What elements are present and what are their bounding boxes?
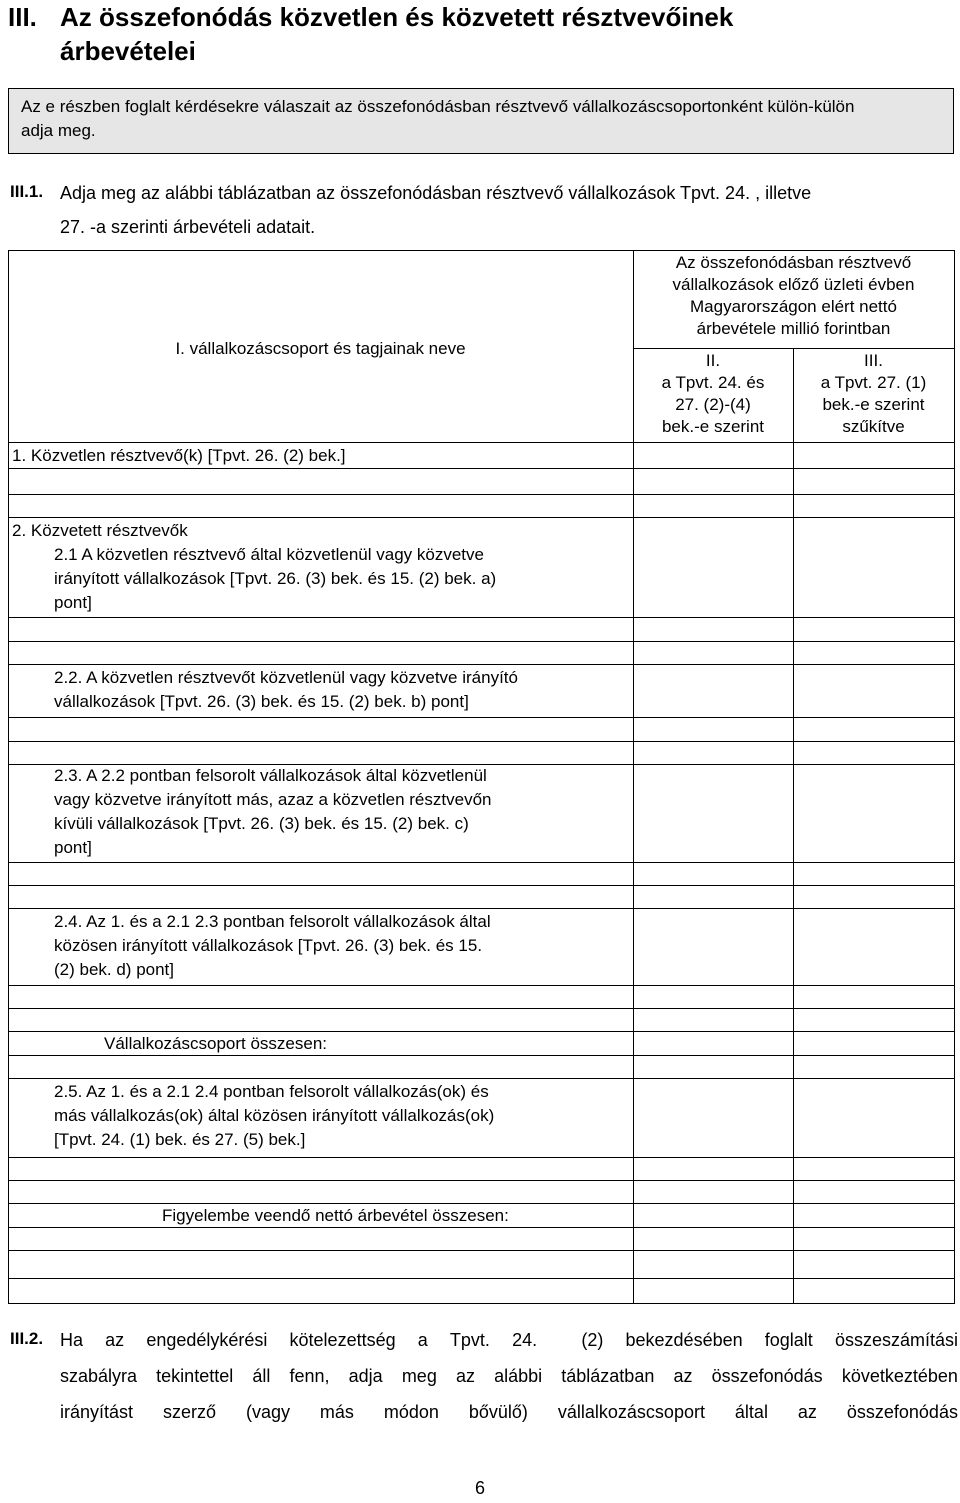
row-2-3-line: 2.3. A 2.2 pontban felsorolt vállalkozások által közvetlenül [54,766,487,785]
q2-word: módon [383,1402,439,1422]
q2-word: által [734,1402,768,1422]
q2-word: az [105,1330,125,1350]
row-2-4-line: (2) bek. d) pont] [54,960,175,979]
row-2-4 [54,910,491,982]
row-2-5 [54,1080,494,1152]
row-2-4-line: közösen irányított vállalkozások [Tpvt. 26. (3) bek. és 15. [54,936,483,955]
q2-word: összefonódás [711,1366,823,1386]
q2-word: kötelezettség [289,1330,396,1350]
row-2-3-line: kívüli vállalkozások [Tpvt. 26. (3) bek. és 15. (2) bek. c) [54,814,469,833]
header-col-iii [793,350,954,438]
header-revenue-line: Magyarországon elért nettó [690,297,897,316]
q2-line3 [60,1394,958,1430]
q2-word: Ha [60,1330,84,1350]
row-2-2-line: 2.2. A közvetlen résztvevőt közvetlenül vagy közvetve irányító [54,668,518,687]
row-2-4-line: 2.4. Az 1. és a 2.1 2.3 pontban felsorolt vállalkozások által [54,912,491,931]
section-title-line1: Az összefonódás közvetlen és közvetett résztvevőinek [60,2,734,32]
q2-word: bővülő) [468,1402,528,1422]
q2-word: összeszámítási [834,1330,958,1350]
row-2-3 [54,764,491,860]
q1-line2: 27. -a szerinti árbevételi adatait. [60,217,316,237]
row-2-1 [54,543,496,615]
row-2-1-line: pont] [54,593,92,612]
q2-word: meg [401,1366,437,1386]
q2-word: az [797,1402,817,1422]
row-direct-participants: 1. Közvetlen résztvevő(k) [Tpvt. 26. (2) bek.] [12,446,346,465]
q2-word: 24. [512,1330,538,1350]
q2-word: következtében [841,1366,958,1386]
q1-line1: Adja meg az alábbi táblázatban az összefonódásban résztvevő vállalkozások Tpvt. 24. , illetve [60,183,812,203]
col-iii-line: a Tpvt. 27. (1) [820,373,927,392]
col-iii-line: III. [864,351,883,370]
header-col-ii [633,350,793,438]
row-2-5-line: [Tpvt. 24. (1) bek. és 27. (5) bek.] [54,1130,306,1149]
row-2-3-line: pont] [54,838,92,857]
q2-word: bekezdésében [625,1330,743,1350]
row-2-1-line: irányított vállalkozások [Tpvt. 26. (3) bek. és 15. (2) bek. a) [54,569,497,588]
q2-word: szerző [162,1402,216,1422]
col-ii-line: II. [705,351,721,370]
row-2-2-line: vállalkozások [Tpvt. 26. (3) bek. és 15. (2) bek. b) pont] [54,692,469,711]
q2-word: összefonódás [846,1402,958,1422]
intro-line1: Az e részben foglalt kérdésekre válaszait az összefonódásban résztvevő vállalkozáscsoportonként külön-külön [21,97,855,116]
page-number: 6 [474,1478,485,1498]
q2-number: III.2. [10,1329,44,1348]
row-2-5-line: más vállalkozás(ok) által közösen irányított vállalkozás(ok) [54,1106,495,1125]
q2-word: a [417,1330,428,1350]
header-revenue-line: Az összefonódásban résztvevő [675,253,912,272]
q2-word: adja [348,1366,383,1386]
q2-word: irányítást [60,1402,134,1422]
q2-word: az [673,1366,693,1386]
section-number: III. [8,2,37,32]
q2-line1 [60,1322,958,1358]
col-iii-line: szűkítve [842,417,905,436]
q2-word: (vagy [245,1402,290,1422]
q2-word: áll [252,1366,271,1386]
row-2-1-line: 2.1 A közvetlen résztvevő által közvetlenül vagy közvetve [54,545,484,564]
section-title-line2: árbevételei [60,36,196,66]
q2-word: Tpvt. [449,1330,490,1350]
q2-word: alábbi [494,1366,543,1386]
header-revenue-line: árbevétele millió forintban [696,319,891,338]
q2-word: más [319,1402,354,1422]
row-subtotal: Vállalkozáscsoport összesen: [104,1034,328,1053]
row-2-5-line: 2.5. Az 1. és a 2.1 2.4 pontban felsorolt vállalkozás(ok) és [54,1082,489,1101]
q2-word: vállalkozáscsoport [557,1402,705,1422]
col-ii-line: 27. (2)-(4) [675,395,751,414]
row-total: Figyelembe veendő nettó árbevétel összesen: [162,1206,509,1225]
q2-word: fenn, [289,1366,330,1386]
q2-line2 [60,1358,958,1394]
intro-line2: adja meg. [21,121,96,140]
header-revenue [633,252,954,340]
col-iii-line: bek.-e szerint [822,395,925,414]
q2-word: szabályra [60,1366,138,1386]
q2-text [60,1322,958,1430]
q2-word: az [455,1366,475,1386]
q1-number: III.1. [10,182,44,201]
row-2-2 [54,666,518,714]
col-ii-line: bek.-e szerint [661,417,765,436]
row-indirect-participants: 2. Közvetett résztvevők [12,521,188,540]
q2-word: tekintettel [156,1366,234,1386]
q2-word: (2) [581,1330,604,1350]
col-ii-line: a Tpvt. 24. és [661,373,765,392]
header-group-name: I. vállalkozáscsoport és tagjainak neve [175,339,466,358]
header-revenue-line: vállalkozások előző üzleti évben [672,275,915,294]
q2-word: foglalt [764,1330,813,1350]
q2-word: engedélykérési [146,1330,268,1350]
q2-word: táblázatban [561,1366,655,1386]
row-2-3-line: vagy közvetve irányított más, azaz a közvetlen résztvevőn [54,790,492,809]
